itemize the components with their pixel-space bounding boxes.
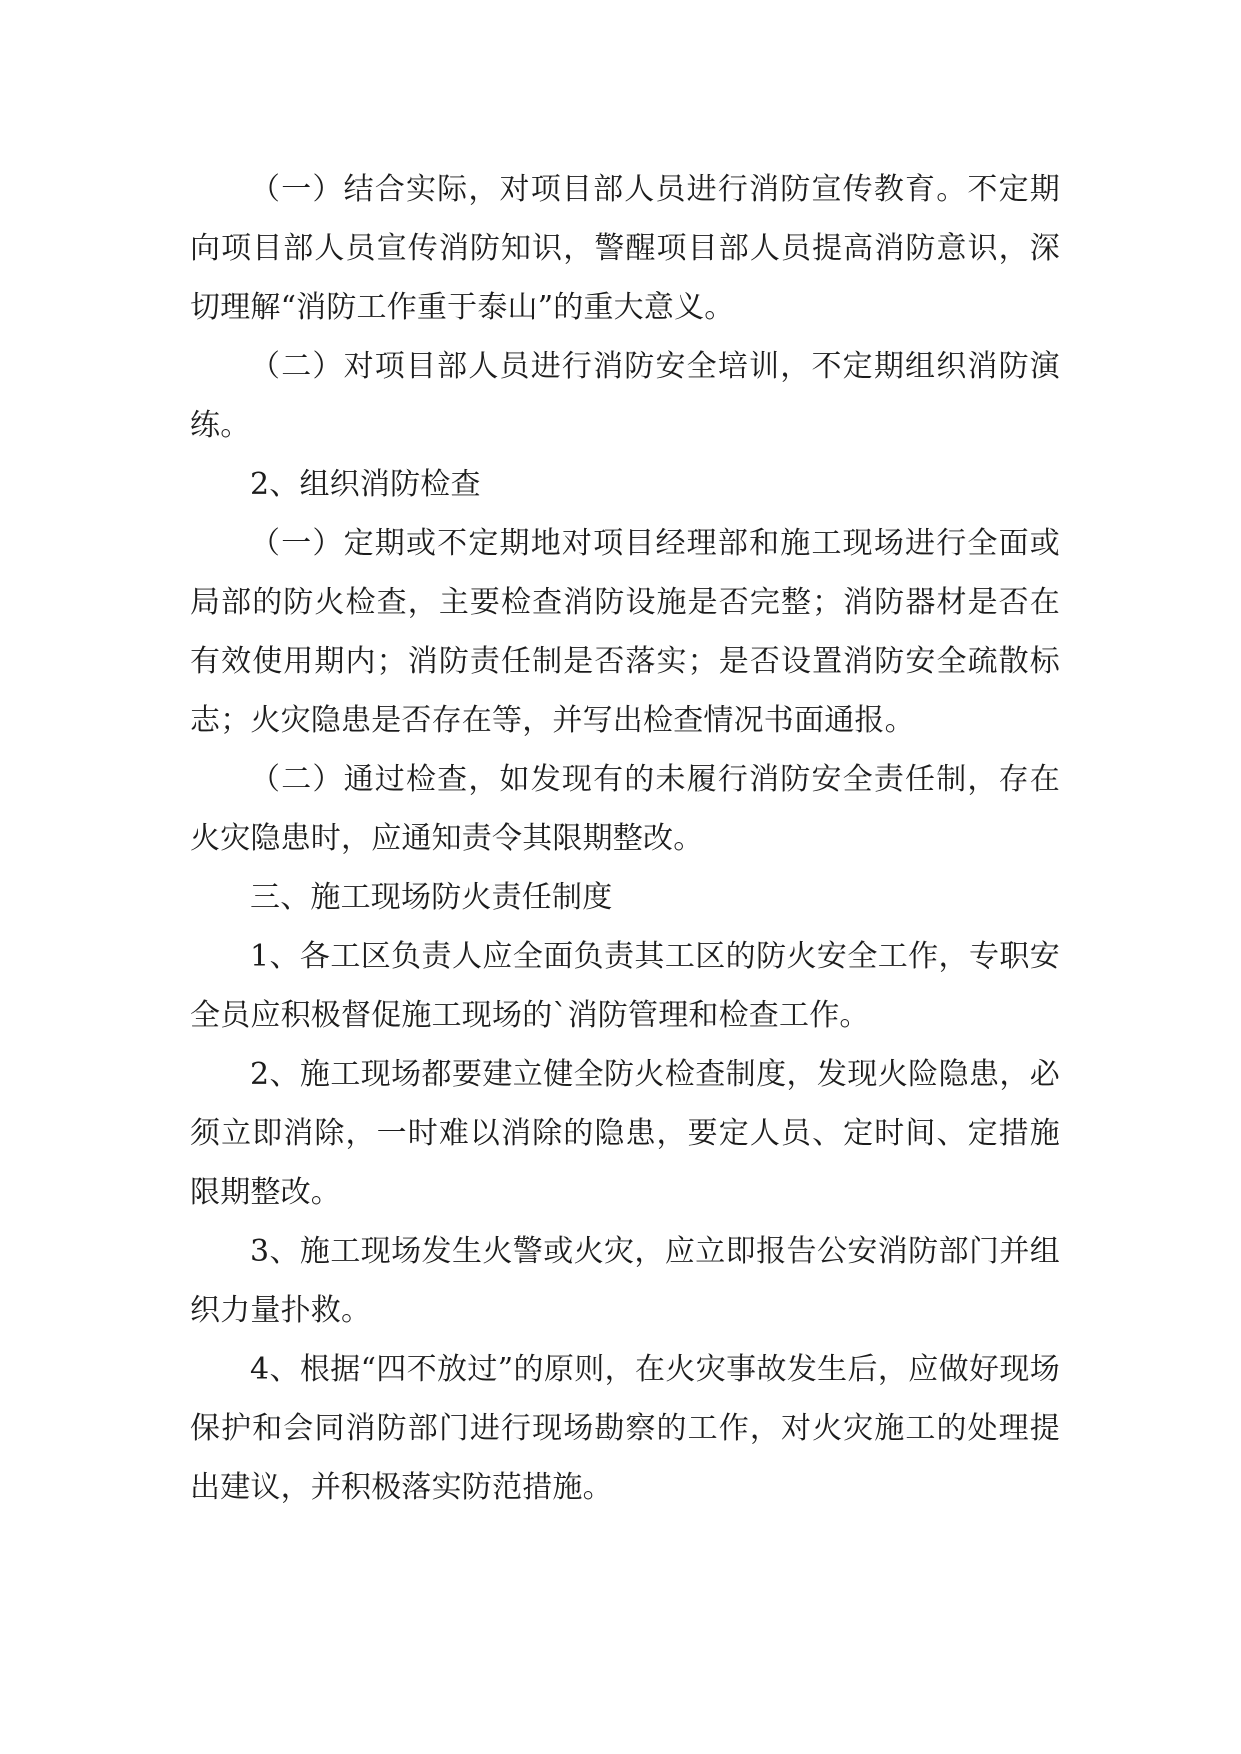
paragraph-rule-2: 2、施工现场都要建立健全防火检查制度，发现火险隐患，必须立即消除，一时难以消除的隐患，要定人员、定时间、定措施限期整改。 [190, 1057, 1060, 1210]
paragraph-rule-1: 1、各工区负责人应全面负责其工区的防火安全工作，专职安全员应积极督促施工现场的`消防管理和检查工作。 [190, 939, 1060, 1033]
paragraph-publicity-education: （一）结合实际，对项目部人员进行消防宣传教育。不定期向项目部人员宣传消防知识，警醒项目部人员提高消防意识，深切理解“消防工作重于泰山”的重大意义。 [190, 172, 1060, 325]
paragraph-inspection-scope: （一）定期或不定期地对项目经理部和施工现场进行全面或局部的防火检查，主要检查消防设施是否完整；消防器材是否在有效使用期内；消防责任制是否落实；是否设置消防安全疏散标志；火灾隐患是否存在等，并写出检查情况书面通报。 [190, 526, 1060, 738]
heading-site-fire-responsibility: 三、施工现场防火责任制度 [250, 880, 613, 915]
paragraph-rule-4: 4、根据“四不放过”的原则，在火灾事故发生后，应做好现场保护和会同消防部门进行现场勘察的工作，对火灾施工的处理提出建议，并积极落实防范措施。 [190, 1352, 1060, 1505]
paragraph-rectification: （二）通过检查，如发现有的未履行消防安全责任制，存在火灾隐患时，应通知责令其限期整改。 [190, 762, 1060, 856]
document-body [190, 160, 1060, 1517]
heading-fire-inspection: 2、组织消防检查 [250, 467, 481, 502]
paragraph-safety-training: （二）对项目部人员进行消防安全培训，不定期组织消防演练。 [190, 349, 1060, 443]
paragraph-rule-3: 3、施工现场发生火警或火灾，应立即报告公安消防部门并组织力量扑救。 [190, 1234, 1060, 1328]
